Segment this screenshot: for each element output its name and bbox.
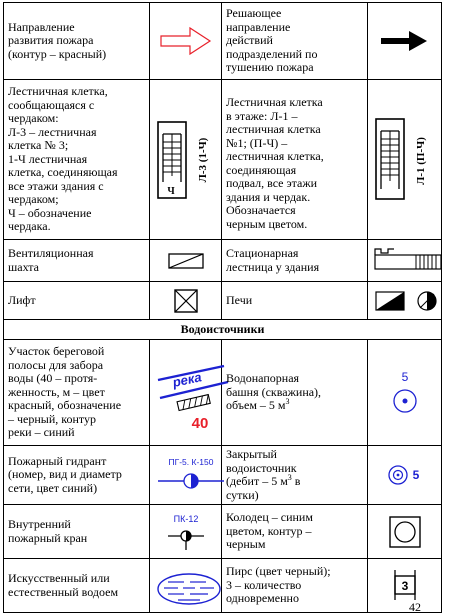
shore-length-label: 40 [191, 414, 209, 432]
stair-attic-label: Л-3 (1-Ч) [197, 137, 209, 182]
stairwell-attic-icon [154, 110, 220, 210]
well-desc: Колодец – синим цветом, контур – черным [222, 505, 368, 559]
closed-source-volume-label: 5 [412, 468, 419, 482]
table-row [4, 80, 442, 240]
vent-shaft-symbol [150, 240, 222, 282]
inner-tap-desc: Внутренний пожарный кран [4, 505, 150, 559]
decisive-direction-symbol [368, 3, 442, 80]
hydrant-symbol [150, 446, 222, 505]
river-label: река [171, 368, 203, 390]
closed-source-symbol [368, 446, 442, 505]
decisive-direction-desc: Решающее направление действий подразделений по тушению пожара [222, 3, 368, 80]
well-symbol [368, 505, 442, 559]
water-tower-icon [385, 365, 425, 421]
lift-desc: Лифт [4, 282, 150, 320]
table-row [4, 3, 442, 80]
shore-symbol [150, 340, 222, 446]
stoves-desc: Печи [222, 282, 368, 320]
legend-table [3, 2, 442, 613]
pond-symbol [150, 559, 222, 613]
table-row [4, 505, 442, 559]
table-row [4, 340, 442, 446]
table-row [4, 559, 442, 613]
inner-tap-label: ПК-12 [173, 513, 198, 524]
shore-intake-icon [154, 352, 230, 434]
black-arrow-icon [375, 26, 435, 56]
hydrant-desc: Пожарный гидрант (номер, вид и диаметр сети, цвет синий) [4, 446, 150, 505]
well-icon [385, 512, 425, 552]
hydrant-icon [154, 453, 228, 497]
pond-icon [154, 565, 224, 607]
stair-floor-symbol [368, 80, 442, 240]
pier-count-label: 3 [401, 578, 408, 593]
pond-desc: Искусственный или естественный водоем [4, 559, 150, 613]
vent-shaft-desc: Вентиляционная шахта [4, 240, 150, 282]
fire-direction-desc: Направление развития пожара (контур – красный) [4, 3, 150, 80]
table-row [4, 240, 442, 282]
stationary-ladder-desc: Стационарная лестница у здания [222, 240, 368, 282]
table-row [4, 446, 442, 505]
shore-desc: Участок береговой полосы для забора воды (40 – протя- женность, м – цвет красный, обозначение – черный, контур реки – синий [4, 340, 150, 446]
closed-source-desc: Закрытый водоисточник (дебит – 5 $м^3$ в сутки) [222, 446, 368, 505]
stationary-ladder-icon [372, 245, 444, 277]
stairwell-floor-icon [372, 105, 440, 215]
section-title: Водоисточники [4, 320, 442, 340]
inner-tap-icon [156, 510, 216, 554]
fire-direction-symbol [150, 3, 222, 80]
pier-symbol [368, 559, 442, 613]
tower-volume-label: 5 [401, 369, 408, 384]
inner-tap-symbol [150, 505, 222, 559]
stair-floor-label: Л-1 (П-Ч) [415, 136, 427, 185]
stair-attic-desc: Лестничная клетка, сообщающаяся с чердаком: Л-3 – лестничная клетка № 3; 1-Ч лестничная клетка, соединяющая все этажи здания с чердаком; Ч – обозначение чердака. [4, 80, 150, 240]
lift-icon [171, 286, 201, 316]
page-number: 42 [409, 600, 421, 614]
red-outline-arrow-icon [156, 24, 216, 58]
stair-floor-desc: Лестничная клетка в этаже: Л-1 – лестничная клетка №1; (П-Ч) – лестничная клетка, соединяющая подвал, все этажи здания и чердак. Обозначается черным цветом. [222, 80, 368, 240]
table-row [4, 320, 442, 340]
closed-source-icon [380, 457, 430, 493]
water-tower-desc: Водонапорная башня (скважина), объем – 5 $м^3$ [222, 340, 368, 446]
table-row [4, 282, 442, 320]
stoves-icon [372, 288, 444, 314]
vent-shaft-icon [166, 250, 206, 272]
lift-symbol [150, 282, 222, 320]
stair-attic-symbol [150, 80, 222, 240]
stoves-symbol [368, 282, 442, 320]
stationary-ladder-symbol [368, 240, 442, 282]
pier-desc: Пирс (цвет черный); 3 – количество одновременно [222, 559, 368, 613]
hydrant-label: ПГ-5. К-150 [168, 457, 214, 467]
attic-mark-label: Ч [167, 185, 175, 197]
water-tower-symbol [368, 340, 442, 446]
